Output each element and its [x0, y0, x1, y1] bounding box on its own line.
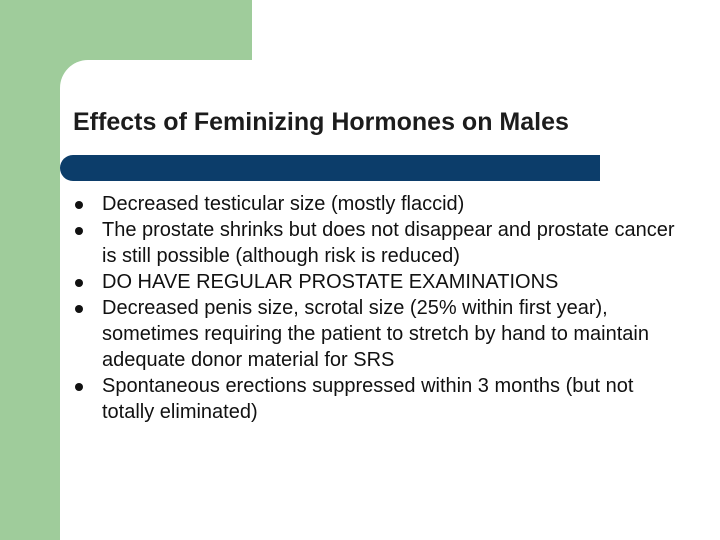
bullet-dot-icon	[75, 227, 83, 235]
slide-title: Effects of Feminizing Hormones on Males	[73, 108, 569, 136]
bullet-dot-icon	[75, 279, 83, 287]
bullet-list	[72, 191, 682, 425]
bullet-dot-icon	[75, 305, 83, 313]
bullet-item	[72, 217, 682, 269]
bullet-text: Decreased penis size, scrotal size (25% within first year), sometimes requiring the patient to stretch by hand to maintain adequate donor material for SRS	[102, 297, 649, 371]
bullet-dot-icon	[75, 383, 83, 391]
bullet-item	[72, 373, 682, 425]
bullet-item	[72, 269, 682, 295]
bullet-text: Spontaneous erections suppressed within 3 months (but not totally eliminated)	[102, 375, 634, 423]
bullet-text: Decreased testicular size (mostly flaccid)	[102, 193, 465, 215]
bullet-text: DO HAVE REGULAR PROSTATE EXAMINATIONS	[102, 271, 559, 293]
bullet-text: The prostate shrinks but does not disappear and prostate cancer is still possible (although risk is reduced)	[102, 219, 675, 267]
bullet-item	[72, 295, 682, 373]
title-underline-bar	[60, 155, 600, 181]
bullet-item	[72, 191, 682, 217]
bullet-dot-icon	[75, 201, 83, 209]
